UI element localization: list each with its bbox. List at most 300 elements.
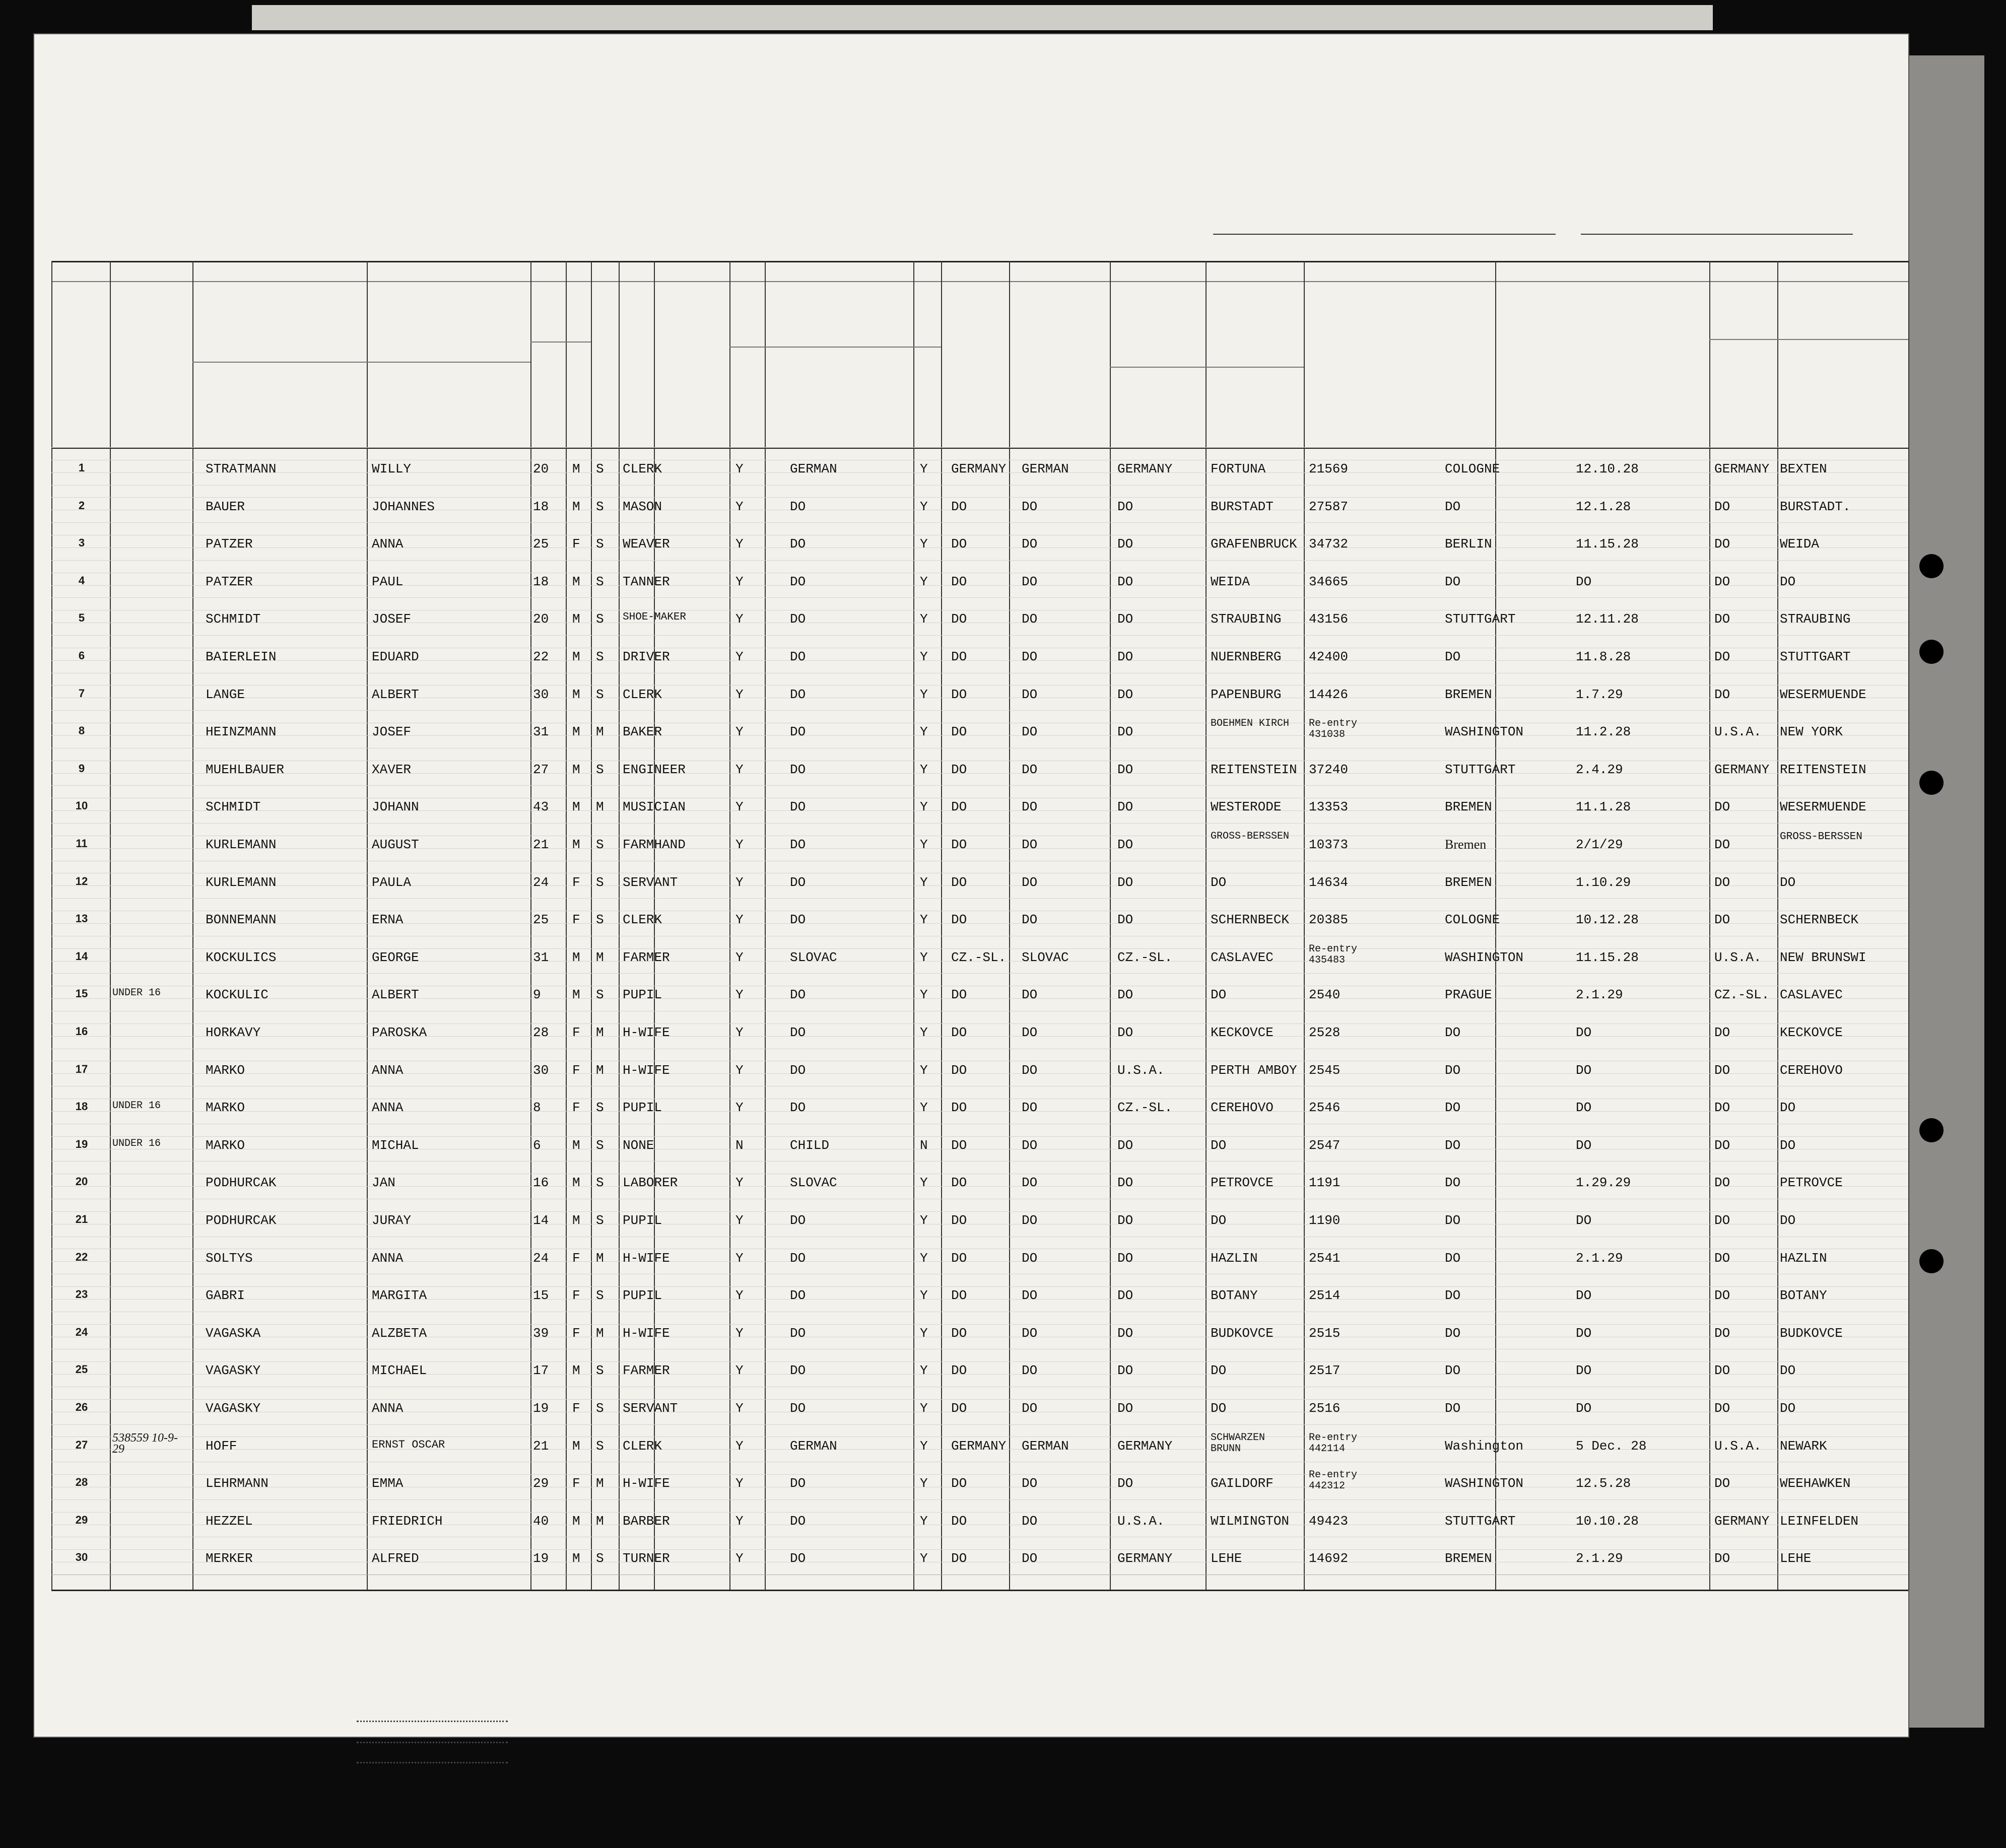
- cell-ms: S: [596, 1100, 604, 1116]
- cell-rcity: HAZLIN: [1780, 1250, 1827, 1266]
- cell-calling: MUSICIAN: [623, 799, 686, 815]
- fine-rule: [51, 1073, 1908, 1074]
- cell-lang: SLOVAC: [790, 1175, 837, 1191]
- cell-issued: WASHINGTON: [1445, 724, 1524, 740]
- cell-issued: COLOGNE: [1445, 461, 1500, 476]
- cell-date: 11.2.28: [1576, 724, 1631, 740]
- cell-race: DO: [1022, 1325, 1038, 1341]
- cell-visa: 14634: [1309, 874, 1349, 890]
- cell-ms: M: [596, 1476, 604, 1491]
- cell-sex: M: [572, 611, 580, 627]
- cell-age: 8: [533, 1100, 541, 1116]
- cell-write: Y: [920, 499, 928, 514]
- cell-write: Y: [920, 1551, 928, 1566]
- cell-nat: DO: [951, 1062, 967, 1078]
- cell-read: Y: [735, 912, 744, 928]
- cell-read: Y: [735, 1025, 744, 1040]
- row-number: 11: [76, 837, 88, 850]
- date-line: [1581, 234, 1853, 235]
- cell-family: LEHRMANN: [206, 1476, 269, 1491]
- cell-write: Y: [920, 1175, 928, 1191]
- fine-rule: [51, 1211, 1908, 1212]
- name-subheader-divider: [192, 362, 530, 363]
- cell-race: DO: [1022, 499, 1038, 514]
- cell-date: 12.11.28: [1576, 611, 1639, 627]
- fine-rule: [51, 1549, 1908, 1550]
- cell-visa: 14426: [1309, 687, 1349, 702]
- cell-visa: 14692: [1309, 1551, 1349, 1566]
- cell-ms: M: [596, 1513, 604, 1529]
- cell-rcountry: DO: [1714, 1551, 1730, 1566]
- cell-ms: S: [596, 837, 604, 852]
- fine-rule: [51, 1374, 1908, 1375]
- cell-ms: S: [596, 574, 604, 589]
- cell-visa: 49423: [1309, 1513, 1349, 1529]
- cell-sex: M: [572, 1213, 580, 1228]
- cell-visa: 21569: [1309, 461, 1349, 476]
- cell-given: ALFRED: [372, 1551, 419, 1566]
- cell-date: DO: [1576, 1137, 1592, 1153]
- cell-rcity: SCHERNBECK: [1780, 912, 1859, 928]
- cell-ms: S: [596, 649, 604, 664]
- cell-given: JAN: [372, 1175, 395, 1191]
- cell-read: Y: [735, 1213, 744, 1228]
- cell-sex: F: [572, 1062, 580, 1078]
- cell-write: Y: [920, 649, 928, 664]
- cell-ms: S: [596, 912, 604, 928]
- row-number: 27: [75, 1438, 88, 1451]
- cell-age: 25: [533, 912, 549, 928]
- cell-lang: DO: [790, 1363, 806, 1379]
- cell-write: Y: [920, 1025, 928, 1040]
- cell-read: Y: [735, 1250, 744, 1266]
- cell-nat: DO: [951, 1137, 967, 1153]
- cell-rcity: DO: [1780, 1401, 1796, 1416]
- residence-subheader-divider: [1709, 339, 1908, 340]
- cell-read: Y: [735, 1551, 744, 1566]
- cell-sex: M: [572, 1363, 580, 1379]
- cell-nat: DO: [951, 611, 967, 627]
- cell-tax: UNDER 16: [112, 987, 161, 999]
- cell-date: 11.15.28: [1576, 536, 1639, 552]
- cell-calling: TANNER: [623, 574, 670, 589]
- cell-lang: DO: [790, 1551, 806, 1566]
- cell-ms: S: [596, 1363, 604, 1379]
- cell-given: ERNST OSCAR: [372, 1438, 445, 1451]
- cell-given: ANNA: [372, 536, 404, 552]
- cell-write: Y: [920, 1401, 928, 1416]
- cell-rcity: BOTANY: [1780, 1288, 1827, 1304]
- cell-lang: DO: [790, 574, 806, 589]
- cell-bcity: DO: [1211, 1137, 1227, 1153]
- cell-date: 10.10.28: [1576, 1513, 1639, 1529]
- cell-visa: 10373: [1309, 837, 1349, 852]
- cell-rcity: REITENSTEIN: [1780, 762, 1866, 777]
- cell-lang: DO: [790, 499, 806, 514]
- cell-lang: SLOVAC: [790, 949, 837, 965]
- cell-given: JOHANN: [372, 799, 419, 815]
- cell-rcountry: DO: [1714, 649, 1730, 664]
- cell-nat: DO: [951, 1401, 967, 1416]
- cell-sex: M: [572, 574, 580, 589]
- fine-rule: [51, 1512, 1908, 1513]
- cell-rcountry: DO: [1714, 1401, 1730, 1416]
- cell-race: DO: [1022, 1250, 1038, 1266]
- cell-ms: S: [596, 874, 604, 890]
- cell-race: DO: [1022, 874, 1038, 890]
- cell-age: 40: [533, 1513, 549, 1529]
- cell-date: 5 Dec. 28: [1576, 1438, 1647, 1454]
- cell-issued: DO: [1445, 574, 1461, 589]
- cell-date: 2.1.29: [1576, 1551, 1623, 1566]
- cell-family: MUEHLBAUER: [206, 762, 285, 777]
- cell-issued: STUTTGART: [1445, 762, 1516, 777]
- row-number: 5: [78, 611, 85, 625]
- us-citizens-line: [357, 1742, 508, 1743]
- cell-bcountry: U.S.A.: [1117, 1062, 1165, 1078]
- cell-family: LANGE: [206, 687, 245, 702]
- cell-rcountry: DO: [1714, 1476, 1730, 1491]
- row-number: 15: [75, 987, 88, 1000]
- cell-age: 24: [533, 874, 549, 890]
- cell-family: PODHURCAK: [206, 1213, 277, 1228]
- cell-write: Y: [920, 1250, 928, 1266]
- cell-rcountry: DO: [1714, 574, 1730, 589]
- cell-ms: S: [596, 1137, 604, 1153]
- row-number: 30: [75, 1551, 88, 1564]
- cell-write: Y: [920, 611, 928, 627]
- cell-nat: DO: [951, 762, 967, 777]
- cell-family: PATZER: [206, 574, 253, 589]
- fine-rule: [51, 1436, 1908, 1437]
- cell-bcountry: DO: [1117, 1325, 1133, 1341]
- cell-visa: 13353: [1309, 799, 1349, 815]
- cell-sex: F: [572, 1025, 580, 1040]
- cell-lang: DO: [790, 837, 806, 852]
- cell-bcity: SCHWARZEN BRUNN: [1211, 1431, 1265, 1455]
- cell-bcity: BUDKOVCE: [1211, 1325, 1274, 1341]
- cell-write: Y: [920, 874, 928, 890]
- cell-bcity: WEIDA: [1211, 574, 1250, 589]
- cell-nat: DO: [951, 1213, 967, 1228]
- cell-bcountry: DO: [1117, 1363, 1133, 1379]
- cell-read: Y: [735, 799, 744, 815]
- cell-calling: BARBER: [623, 1513, 670, 1529]
- cell-race: DO: [1022, 536, 1038, 552]
- cell-family: HORKAVY: [206, 1025, 261, 1040]
- cell-family: SCHMIDT: [206, 611, 261, 627]
- cell-nat: DO: [951, 912, 967, 928]
- cell-given: JOHANNES: [372, 499, 435, 514]
- cell-read: Y: [735, 724, 744, 740]
- cell-bcountry: U.S.A.: [1117, 1513, 1165, 1529]
- cell-family: VAGASKA: [206, 1325, 261, 1341]
- cell-read: Y: [735, 1062, 744, 1078]
- cell-write: Y: [920, 1325, 928, 1341]
- cell-rcity: DO: [1780, 574, 1796, 589]
- cell-visa: 2528: [1309, 1025, 1341, 1040]
- cell-family: BAIERLEIN: [206, 649, 277, 664]
- cell-date: 12.1.28: [1576, 499, 1631, 514]
- cell-issued: DO: [1445, 1175, 1461, 1191]
- row-number: 4: [78, 574, 85, 587]
- cell-ms: S: [596, 461, 604, 476]
- cell-ms: S: [596, 1175, 604, 1191]
- cell-family: BAUER: [206, 499, 245, 514]
- cell-rcountry: DO: [1714, 1325, 1730, 1341]
- cell-age: 20: [533, 611, 549, 627]
- fine-rule: [51, 848, 1908, 849]
- cell-lang: DO: [790, 1213, 806, 1228]
- row-number: 10: [75, 799, 88, 812]
- cell-given: ANNA: [372, 1062, 404, 1078]
- fine-rule: [51, 1286, 1908, 1287]
- column-divider: [1908, 261, 1909, 1590]
- cell-race: DO: [1022, 724, 1038, 740]
- cell-ms: S: [596, 1213, 604, 1228]
- fine-rule: [51, 973, 1908, 974]
- cell-rcountry: DO: [1714, 536, 1730, 552]
- cell-read: Y: [735, 499, 744, 514]
- cell-date: 11.8.28: [1576, 649, 1631, 664]
- cell-calling: PUPIL: [623, 1213, 662, 1228]
- cell-tax: 538559 10-9-29: [112, 1431, 178, 1456]
- cell-calling: H-WIFE: [623, 1250, 670, 1266]
- cell-read: Y: [735, 1438, 744, 1454]
- cell-sex: M: [572, 649, 580, 664]
- cell-sex: M: [572, 724, 580, 740]
- cell-calling: ENGINEER: [623, 762, 686, 777]
- cell-lang: CHILD: [790, 1137, 830, 1153]
- cell-age: 19: [533, 1401, 549, 1416]
- cell-write: Y: [920, 912, 928, 928]
- cell-calling: MASON: [623, 499, 662, 514]
- fine-rule: [51, 1261, 1908, 1262]
- cell-race: DO: [1022, 1137, 1038, 1153]
- cell-race: DO: [1022, 687, 1038, 702]
- cell-age: 21: [533, 1438, 549, 1454]
- fine-rule: [51, 635, 1908, 636]
- cell-rcity: CASLAVEC: [1780, 987, 1843, 1003]
- cell-write: Y: [920, 1513, 928, 1529]
- cell-nat: DO: [951, 1100, 967, 1116]
- cell-visa: Re-entry 442114: [1309, 1431, 1358, 1455]
- fine-rule: [51, 773, 1908, 774]
- cell-calling: CLERK: [623, 687, 662, 702]
- cell-issued: WASHINGTON: [1445, 1476, 1524, 1491]
- cell-visa: 34732: [1309, 536, 1349, 552]
- cell-race: DO: [1022, 1213, 1038, 1228]
- cell-age: 15: [533, 1288, 549, 1304]
- cell-read: Y: [735, 949, 744, 965]
- fine-rule: [51, 898, 1908, 899]
- cell-lang: DO: [790, 799, 806, 815]
- cell-lang: DO: [790, 1288, 806, 1304]
- cell-tax: UNDER 16: [112, 1137, 161, 1149]
- fine-rule: [51, 785, 1908, 786]
- cell-visa: 1191: [1309, 1175, 1341, 1191]
- cell-rcity: WEEHAWKEN: [1780, 1476, 1851, 1491]
- cell-issued: PRAGUE: [1445, 987, 1492, 1003]
- cell-read: Y: [735, 461, 744, 476]
- cell-race: DO: [1022, 1288, 1038, 1304]
- cell-family: KURLEMANN: [206, 874, 277, 890]
- cell-sex: F: [572, 1401, 580, 1416]
- row-number: 19: [75, 1137, 88, 1150]
- cell-write: Y: [920, 687, 928, 702]
- cell-nat: DO: [951, 1551, 967, 1566]
- cell-read: Y: [735, 1476, 744, 1491]
- cell-read: Y: [735, 874, 744, 890]
- fine-rule: [51, 998, 1908, 999]
- total-passengers-line: [357, 1721, 508, 1722]
- cell-given: JOSEF: [372, 724, 412, 740]
- cell-given: MICHAL: [372, 1137, 419, 1153]
- cell-write: Y: [920, 1288, 928, 1304]
- cell-given: GEORGE: [372, 949, 419, 965]
- row-number: 25: [75, 1363, 88, 1376]
- cell-calling: SHOE-MAKER: [623, 611, 687, 624]
- cell-nat: DO: [951, 1250, 967, 1266]
- fine-rule: [51, 1111, 1908, 1112]
- cell-given: XAVER: [372, 762, 412, 777]
- cell-sex: M: [572, 762, 580, 777]
- cell-write: N: [920, 1137, 928, 1153]
- cell-given: MICHAEL: [372, 1363, 427, 1379]
- row-number: 28: [75, 1476, 88, 1489]
- cell-family: MARKO: [206, 1137, 245, 1153]
- cell-calling: PUPIL: [623, 987, 662, 1003]
- cell-family: KURLEMANN: [206, 837, 277, 852]
- cell-rcountry: DO: [1714, 1062, 1730, 1078]
- adjacent-page-edge: [1907, 55, 1984, 1728]
- cell-family: HOFF: [206, 1438, 237, 1454]
- cell-visa: 1190: [1309, 1213, 1341, 1228]
- fine-rule: [51, 1499, 1908, 1500]
- cell-bcountry: GERMANY: [1117, 1438, 1173, 1454]
- cell-sex: F: [572, 536, 580, 552]
- cell-date: DO: [1576, 1062, 1592, 1078]
- cell-nat: DO: [951, 837, 967, 852]
- cell-given: ALZBETA: [372, 1325, 427, 1341]
- cell-bcountry: GERMANY: [1117, 461, 1173, 476]
- cell-issued: STUTTGART: [1445, 611, 1516, 627]
- cell-visa: 2517: [1309, 1363, 1341, 1379]
- cell-calling: FARMER: [623, 1363, 670, 1379]
- cell-read: Y: [735, 762, 744, 777]
- cell-write: Y: [920, 762, 928, 777]
- cell-sex: F: [572, 1100, 580, 1116]
- cell-bcity: DO: [1211, 874, 1227, 890]
- fine-rule: [51, 560, 1908, 561]
- cell-date: 2.1.29: [1576, 1250, 1623, 1266]
- cell-sex: F: [572, 1288, 580, 1304]
- cell-family: SCHMIDT: [206, 799, 261, 815]
- cell-given: AUGUST: [372, 837, 419, 852]
- cell-bcity: PETROVCE: [1211, 1175, 1274, 1191]
- cell-bcity: DO: [1211, 987, 1227, 1003]
- cell-rcountry: DO: [1714, 1100, 1730, 1116]
- cell-lang: DO: [790, 687, 806, 702]
- cell-bcountry: DO: [1117, 799, 1133, 815]
- cell-lang: DO: [790, 1100, 806, 1116]
- cell-visa: 2541: [1309, 1250, 1341, 1266]
- cell-age: 22: [533, 649, 549, 664]
- cell-calling: WEAVER: [623, 536, 670, 552]
- able-subheader-divider: [729, 347, 941, 348]
- cell-sex: M: [572, 499, 580, 514]
- cell-bcity: WESTERODE: [1211, 799, 1282, 815]
- row-number: 6: [78, 649, 85, 662]
- cell-visa: 2516: [1309, 1401, 1341, 1416]
- cell-bcity: BURSTADT: [1211, 499, 1274, 514]
- cell-sex: F: [572, 874, 580, 890]
- cell-issued: BREMEN: [1445, 799, 1492, 815]
- cell-issued: Washington: [1445, 1438, 1524, 1454]
- cell-age: 31: [533, 724, 549, 740]
- cell-read: Y: [735, 574, 744, 589]
- port-line: [1213, 234, 1556, 235]
- cell-lang: DO: [790, 987, 806, 1003]
- age-subheader-divider: [530, 341, 591, 343]
- cell-issued: BREMEN: [1445, 1551, 1492, 1566]
- cell-issued: DO: [1445, 1288, 1461, 1304]
- cell-ms: S: [596, 1288, 604, 1304]
- cell-race: DO: [1022, 1062, 1038, 1078]
- cell-nat: DO: [951, 874, 967, 890]
- cell-bcity: KECKOVCE: [1211, 1025, 1274, 1040]
- cell-read: Y: [735, 611, 744, 627]
- cell-age: 28: [533, 1025, 549, 1040]
- cell-lang: DO: [790, 1513, 806, 1529]
- row-number: 1: [78, 461, 85, 474]
- cell-bcountry: DO: [1117, 1213, 1133, 1228]
- cell-read: Y: [735, 1363, 744, 1379]
- cell-issued: BERLIN: [1445, 536, 1492, 552]
- row-number: 8: [78, 724, 85, 737]
- cell-bcountry: DO: [1117, 1137, 1133, 1153]
- cell-rcity: CEREHOVO: [1780, 1062, 1843, 1078]
- cell-date: DO: [1576, 1213, 1592, 1228]
- cell-age: 19: [533, 1551, 549, 1566]
- cell-visa: 42400: [1309, 649, 1349, 664]
- fine-rule: [51, 585, 1908, 586]
- cell-calling: H-WIFE: [623, 1476, 670, 1491]
- cell-write: Y: [920, 1213, 928, 1228]
- cell-rcity: PETROVCE: [1780, 1175, 1843, 1191]
- cell-issued: DO: [1445, 1062, 1461, 1078]
- cell-family: MARKO: [206, 1062, 245, 1078]
- cell-family: KOCKULICS: [206, 949, 277, 965]
- cell-nat: DO: [951, 649, 967, 664]
- cell-ms: M: [596, 1250, 604, 1266]
- cell-rcountry: DO: [1714, 874, 1730, 890]
- cell-given: FRIEDRICH: [372, 1513, 443, 1529]
- cell-rcity: WEIDA: [1780, 536, 1820, 552]
- cell-given: MARGITA: [372, 1288, 427, 1304]
- cell-rcity: BURSTADT.: [1780, 499, 1851, 514]
- cell-age: 27: [533, 762, 549, 777]
- cell-family: VAGASKY: [206, 1363, 261, 1379]
- cell-family: MERKER: [206, 1551, 253, 1566]
- cell-age: 30: [533, 1062, 549, 1078]
- cell-sex: F: [572, 1325, 580, 1341]
- cell-age: 31: [533, 949, 549, 965]
- cell-calling: H-WIFE: [623, 1062, 670, 1078]
- cell-ms: M: [596, 1025, 604, 1040]
- cell-bcountry: DO: [1117, 649, 1133, 664]
- cell-rcity: DO: [1780, 1100, 1796, 1116]
